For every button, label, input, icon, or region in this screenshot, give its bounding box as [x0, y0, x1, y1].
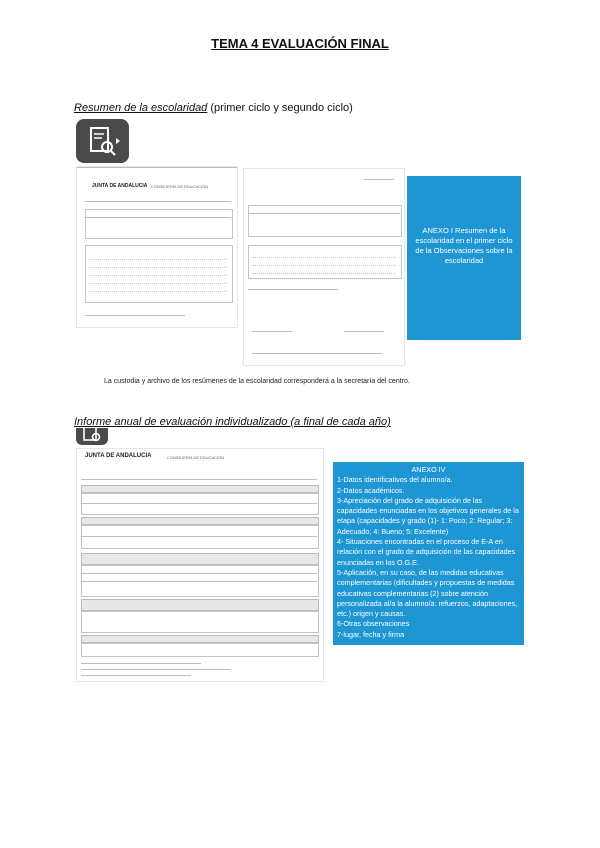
page-title: TEMA 4 EVALUACIÓN FINAL	[211, 36, 389, 51]
form2-consejeria: CONSEJERÍA DE EDUCACIÓN	[167, 455, 225, 460]
annex-4-item: 7-lugar, fecha y firma	[337, 629, 405, 639]
annex-4-item: 2-Datos académicos.	[337, 485, 405, 495]
annex-1-box	[407, 176, 521, 340]
annex-4-box	[333, 462, 524, 645]
section2-heading-text: Informe anual de evaluación individualizado (a final de cada año)	[74, 416, 391, 428]
document-search-icon	[76, 119, 129, 163]
annex-4-item: 5-Aplicación, en su caso, de las medidas educativas complementarias (dificultades y propuestas de medidas educativas complementarias (2) sobre atención personalizada al/a la alumno/a: refuerzos, adaptaciones, etc.) origen y causas.	[337, 567, 518, 619]
escolaridad-form-page-1	[76, 166, 238, 328]
annex-1-text: ANEXO I Resumen de la escolaridad en el primer ciclo de la Observaciones sobre la escolaridad	[415, 226, 513, 265]
annex-4-item: 1-Datos identificativos del alumno/a.	[337, 475, 453, 485]
escolaridad-caption: La custodia y archivo de los resúmenes de la escolaridad corresponderá a la secretaría del centro.	[104, 378, 410, 385]
annex-4-item: 3-Apreciación del grado de adquisición de las capacidades enunciadas en los objetivos generales de la etapa (capacidades y grado (1)- 1: Poco; 2: Regular; 3: Adecuado; 4: Bueno; 5: Excelente)	[337, 495, 519, 536]
form1-header: JUNTA DE ANDALUCIA	[92, 183, 148, 189]
form2-header: JUNTA DE ANDALUCIA	[85, 453, 152, 459]
section1-heading	[74, 102, 353, 114]
form1-consejeria: CONSEJERÍA DE EDUCACIÓN	[151, 184, 209, 189]
section1-heading-underlined: Resumen de la escolaridad	[74, 102, 208, 114]
annex-4-item: 4- Situaciones encontradas en el proceso de E-A en relación con el grado de adquisición de las capacidades enunciadas en los O.G.E.	[337, 537, 516, 567]
escolaridad-form-page-2	[243, 168, 405, 366]
section2-heading	[74, 416, 391, 428]
informe-anual-form	[76, 448, 324, 682]
annex-4-item: 6-Otras observaciones	[337, 619, 410, 629]
annex-4-title: ANEXO IV	[411, 465, 446, 474]
document-search-icon-small	[76, 428, 108, 445]
section1-heading-rest: (primer ciclo y segundo ciclo)	[207, 102, 353, 114]
